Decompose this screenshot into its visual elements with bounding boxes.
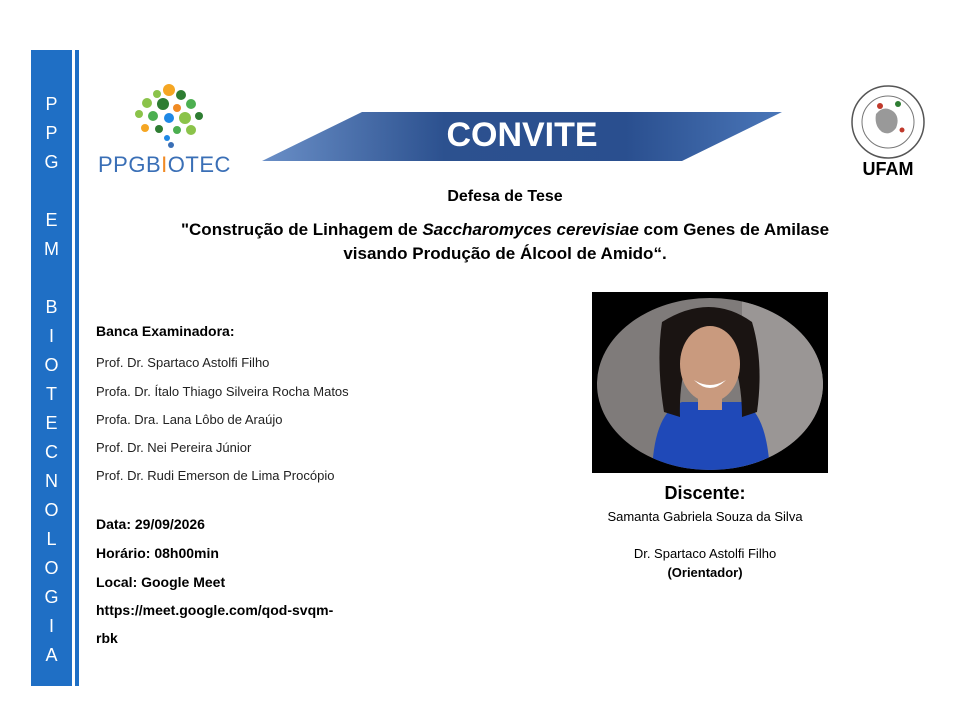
ufam-seal-icon xyxy=(850,84,926,160)
committee-member: Prof. Dr. Rudi Emerson de Lima Procópio xyxy=(96,468,335,483)
ppgbiotec-logo-text: PPGBIOTEC xyxy=(98,152,231,177)
meet-link-line2[interactable]: rbk xyxy=(96,630,118,646)
sidebar-vertical-text xyxy=(31,90,72,670)
sidebar-letter: I xyxy=(48,616,54,636)
sidebar-letter: P xyxy=(45,94,58,114)
banner-title: CONVITE xyxy=(446,116,598,154)
sidebar-letter: G xyxy=(44,152,59,172)
advisor-role: (Orientador) xyxy=(667,565,743,580)
ppgbiotec-logo xyxy=(98,84,243,179)
portrait-image xyxy=(592,292,828,473)
sidebar-letter: L xyxy=(46,529,57,549)
ufam-logo xyxy=(848,84,928,184)
tree-dots-icon xyxy=(133,84,205,150)
event-date: Data: 29/09/2026 xyxy=(96,516,205,532)
sidebar-letter: N xyxy=(45,471,58,491)
sidebar-letter: M xyxy=(44,239,59,259)
sidebar-letter: O xyxy=(44,558,59,578)
sidebar-letter: T xyxy=(46,384,57,404)
sidebar-letter: E xyxy=(45,210,58,230)
advisor-name: Dr. Spartaco Astolfi Filho xyxy=(633,546,777,561)
sidebar-letter: I xyxy=(48,326,54,346)
sidebar-letter: G xyxy=(44,587,59,607)
committee-member: Profa. Dr. Ítalo Thiago Silveira Rocha Matos xyxy=(96,384,349,399)
sidebar-letter xyxy=(31,264,72,293)
event-time: Horário: 08h00min xyxy=(96,545,219,561)
sidebar-letter: E xyxy=(45,413,58,433)
thesis-title: "Construção de Linhagem de Saccharomyces cerevisiae com Genes de Amilase visando Produção de Álcool de Amido“. xyxy=(180,220,830,263)
event-place: Local: Google Meet xyxy=(96,574,226,590)
committee-member: Prof. Dr. Nei Pereira Júnior xyxy=(96,440,252,455)
sidebar-letter xyxy=(31,177,72,206)
sidebar-letter: O xyxy=(44,355,59,375)
event-type: Defesa de Tese xyxy=(447,188,563,205)
student-label: Discente: xyxy=(664,483,746,503)
meet-link-line1[interactable]: https://meet.google.com/qod-svqm- xyxy=(96,602,334,618)
sidebar-letter: O xyxy=(44,500,59,520)
sidebar-letter: B xyxy=(45,297,58,317)
sidebar-letter: C xyxy=(45,442,58,462)
committee-member: Prof. Dr. Spartaco Astolfi Filho xyxy=(96,355,270,370)
committee-heading: Banca Examinadora: xyxy=(96,323,235,339)
sidebar-letter: P xyxy=(45,123,58,143)
committee-member: Profa. Dra. Lana Lôbo de Araújo xyxy=(96,412,283,427)
student-photo xyxy=(592,292,828,473)
sidebar-letter: A xyxy=(45,645,58,665)
student-name: Samanta Gabriela Souza da Silva xyxy=(607,509,803,524)
ufam-text: UFAM xyxy=(862,159,914,179)
title-banner xyxy=(262,112,782,161)
sidebar-line xyxy=(75,50,79,686)
